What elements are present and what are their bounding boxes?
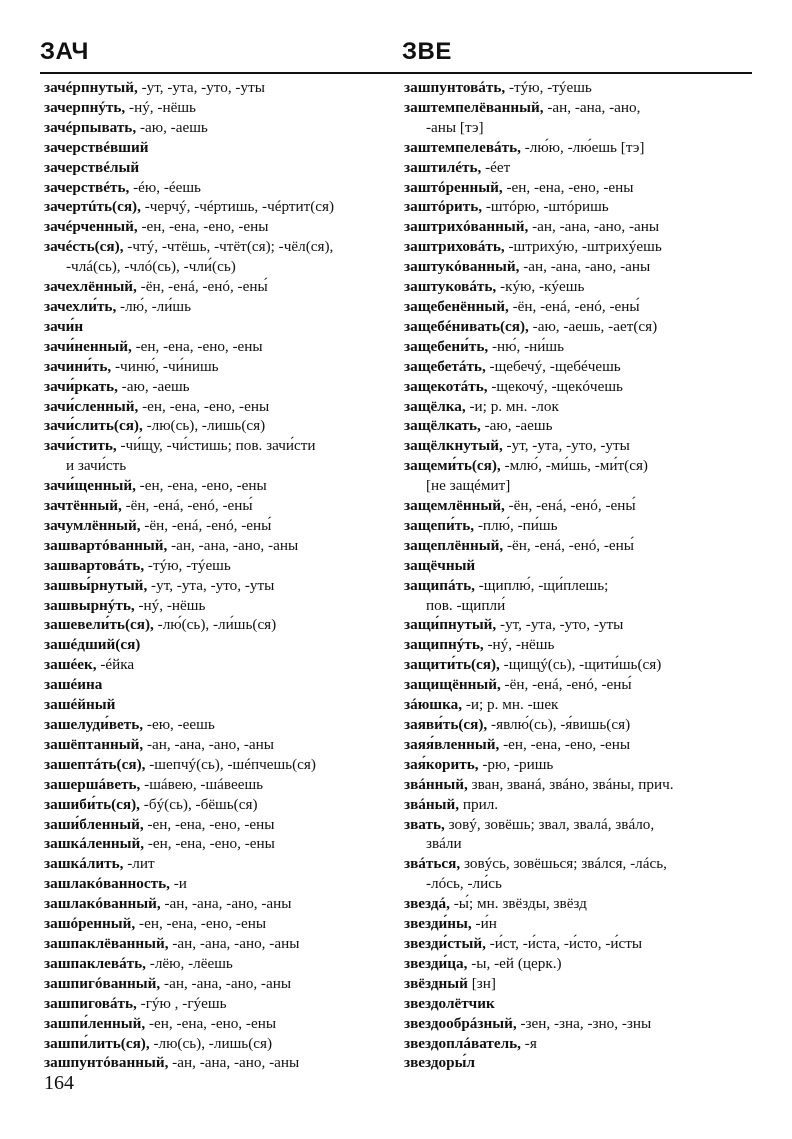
- inflection-forms: -черчý, -чéртишь, -чéртит(ся): [140, 198, 335, 216]
- headword: зашпаклевáть,: [44, 954, 146, 972]
- headword: зашкáлить,: [44, 855, 124, 873]
- headword: зашершáветь,: [44, 775, 141, 793]
- headword: заштóренный,: [404, 178, 503, 196]
- headword: защебéнивать(ся),: [404, 317, 529, 335]
- right-column: [404, 78, 754, 1073]
- dictionary-entry: [44, 576, 394, 596]
- dictionary-entry: [44, 1034, 394, 1054]
- dictionary-entry: [404, 178, 754, 198]
- dictionary-entry: [44, 178, 394, 198]
- headword: защебетáть,: [404, 357, 486, 375]
- headword: зашéйный: [44, 696, 116, 714]
- dictionary-entry: [404, 815, 754, 835]
- inflection-forms: -гýю , -гýешь: [136, 994, 227, 1012]
- inflection-forms: -аю, -аешь, -ает(ся): [528, 317, 658, 335]
- dictionary-entry: [404, 914, 754, 934]
- dictionary-entry: [404, 1034, 754, 1054]
- headword: зашпаклёванный,: [44, 934, 169, 952]
- inflection-forms: -ан, -ана, -ано, -аны: [168, 1054, 300, 1072]
- inflection-forms: -шáвею, -шáвеешь: [140, 775, 264, 793]
- inflection-forms: -ан, -ана, -ано,: [543, 98, 641, 116]
- headword: зашвартóванный,: [44, 536, 168, 554]
- dictionary-entry: [44, 994, 394, 1014]
- headword: защеми́ть(ся),: [404, 457, 501, 475]
- headword: защи́пнутый,: [404, 616, 497, 634]
- dictionary-entry: [44, 476, 394, 496]
- inflection-forms: -ен, -ена, -ено, -ены: [135, 915, 267, 933]
- inflection-forms: -штрихýю, -штрихýешь: [504, 238, 662, 256]
- dictionary-entry: [404, 854, 754, 874]
- dictionary-entry: [404, 416, 754, 436]
- headword: зачéрпнутый,: [44, 79, 138, 96]
- inflection-forms: -ан, -ана, -ано, -аны: [143, 735, 274, 753]
- dictionary-entry: [404, 357, 754, 377]
- headword: защёлка,: [404, 397, 466, 415]
- headword: зачтённый,: [44, 497, 122, 515]
- inflection-forms: -ан, -ана, -ано, -аны: [168, 934, 300, 952]
- inflection-forms: -нý, -нёшь: [125, 98, 196, 116]
- inflection-forms: [зн]: [467, 974, 496, 992]
- dictionary-entry: [44, 138, 394, 158]
- headword: зашептáть(ся),: [44, 755, 146, 773]
- headword: звездоплáватель,: [404, 1034, 521, 1052]
- dictionary-entry: [404, 1053, 754, 1073]
- dictionary-entry: [404, 158, 754, 178]
- dictionary-entry: [44, 297, 394, 317]
- dictionary-entry: [44, 317, 394, 337]
- inflection-forms: -ут, -ута, -уто, -уты: [137, 79, 265, 96]
- dictionary-entry: [44, 954, 394, 974]
- inflection-forms: -аны [тэ]: [426, 118, 484, 136]
- headword: зачéрченный,: [44, 218, 138, 236]
- dictionary-entry: [404, 237, 754, 257]
- headword: зашéдший(ся): [44, 636, 141, 654]
- headword: звездоры́л: [404, 1054, 475, 1072]
- dictionary-entry: [44, 635, 394, 655]
- dictionary-entry: [404, 775, 754, 795]
- inflection-forms: -и́н: [471, 915, 497, 933]
- inflection-forms: -ы, -ей (церк.): [467, 954, 562, 972]
- headword: защипнýть,: [404, 636, 484, 654]
- dictionary-entry: [404, 317, 754, 337]
- inflection-forms: -зен, -зна, -зно, -зны: [516, 1014, 652, 1032]
- inflection-forms: -щиплю́, -щи́плешь;: [474, 576, 609, 594]
- dictionary-entry: [44, 815, 394, 835]
- inflection-forms: прил.: [459, 795, 499, 813]
- dictionary-entry: [404, 297, 754, 317]
- inflection-forms: -чиню́, -чи́нишь: [111, 357, 219, 375]
- inflection-forms: -лóсь, -ли́сь: [426, 875, 502, 893]
- dictionary-entry: [404, 516, 754, 536]
- dictionary-entry: [44, 416, 394, 436]
- headword: заштуковáть,: [404, 278, 497, 296]
- headword: зачерствéвший: [44, 138, 149, 156]
- inflection-forms: -ан, -ана, -ано, -аны: [528, 218, 660, 236]
- inflection-forms: -ен, -ена, -ено, -ены: [131, 337, 263, 355]
- inflection-forms: -ен, -ена, -ено, -ены: [502, 178, 634, 196]
- inflection-forms: -и; р. мн. -шек: [462, 696, 559, 714]
- inflection-forms: -шепчý(сь), -шéпчешь(ся): [145, 755, 316, 773]
- headword: зачéрпывать,: [44, 118, 137, 136]
- inflection-forms: зван, званá, звáно, звáны, прич.: [467, 775, 674, 793]
- headword: зашвырнýть,: [44, 596, 135, 614]
- inflection-forms: -ан, -ана, -ано, -аны: [160, 974, 292, 992]
- entry-continuation: [44, 456, 394, 476]
- inflection-forms: -аю, -аешь: [480, 417, 553, 435]
- inflection-forms: -и: [169, 875, 187, 893]
- inflection-forms: -ут, -ута, -уто, -уты: [496, 616, 624, 634]
- dictionary-entry: [44, 536, 394, 556]
- dictionary-entry: [404, 994, 754, 1014]
- headword: защебенённый,: [404, 297, 509, 315]
- headword: заштемпелевáть,: [404, 138, 521, 156]
- dictionary-entry: [404, 655, 754, 675]
- headword: зашелуди́веть,: [44, 716, 144, 733]
- headword: зачехли́ть,: [44, 297, 117, 315]
- dictionary-entry: [404, 397, 754, 417]
- dictionary-entry: [44, 854, 394, 874]
- inflection-forms: [не защéмит]: [426, 477, 511, 495]
- inflection-forms: -ен, -ена, -ено, -ены: [138, 397, 270, 415]
- inflection-forms: -и; р. мн. -лок: [465, 397, 559, 415]
- inflection-forms: -ён, -енá, -енó, -ены́: [140, 516, 272, 534]
- inflection-forms: -лит: [123, 855, 155, 873]
- headword: зачерпнýть,: [44, 98, 126, 116]
- dictionary-entry: [404, 556, 754, 576]
- inflection-forms: -щебечý, -щебéчешь: [485, 357, 621, 375]
- dictionary-entry: [44, 974, 394, 994]
- entry-continuation: [404, 834, 754, 854]
- dictionary-entry: [44, 397, 394, 417]
- headword: зачи́щенный,: [44, 477, 136, 495]
- inflection-forms: звáли: [426, 835, 462, 853]
- inflection-forms: -явлю́(сь), -я́вишь(ся): [487, 716, 631, 733]
- inflection-forms: -щекочý, -щекóчешь: [487, 377, 623, 395]
- inflection-forms: -ён, -енá, -енó, -ены́: [504, 497, 636, 515]
- running-header: [40, 38, 752, 74]
- headword: зашпиговáть,: [44, 994, 137, 1012]
- headword: зашпунтовáть,: [404, 79, 506, 96]
- headword: звáться,: [404, 855, 461, 873]
- inflection-forms: -тýю, -тýешь: [144, 556, 231, 574]
- inflection-forms: -éю, -éешь: [129, 178, 201, 196]
- dictionary-entry: [404, 337, 754, 357]
- dictionary-entry: [404, 456, 754, 476]
- right-guide-word: ЗВЕ: [402, 38, 452, 65]
- dictionary-entry: [44, 357, 394, 377]
- inflection-forms: -нý, -нёшь: [134, 596, 206, 614]
- inflection-forms: -ею, -еешь: [143, 716, 215, 733]
- inflection-forms: -ён, -енá, -енó, -ены́: [500, 676, 632, 694]
- headword: зачумлённый,: [44, 516, 141, 534]
- headword: зашлакóванность,: [44, 875, 170, 893]
- dictionary-entry: [44, 715, 394, 735]
- dictionary-entry: [44, 98, 394, 118]
- dictionary-entry: [44, 217, 394, 237]
- dictionary-entry: [404, 974, 754, 994]
- inflection-forms: -лю́ю, -лю́ешь [тэ]: [520, 138, 645, 156]
- dictionary-entry: [44, 237, 394, 257]
- headword: зачерствéть,: [44, 178, 130, 196]
- headword: заши́бленный,: [44, 815, 144, 833]
- dictionary-entry: [404, 635, 754, 655]
- headword: звездá,: [404, 895, 450, 913]
- inflection-forms: -ен, -ена, -ено, -ены: [135, 477, 267, 495]
- inflection-forms: -чтý, -чтёшь, -чтёт(ся); -чёл(ся),: [123, 238, 334, 256]
- headword: защищённый,: [404, 676, 501, 694]
- inflection-forms: -аю, -аешь: [117, 377, 190, 395]
- inflection-forms: -ен, -ена, -ено, -ены: [499, 735, 631, 753]
- headword: защити́ть(ся),: [404, 656, 500, 674]
- headword: зашéек,: [44, 656, 97, 674]
- dictionary-entry: [404, 138, 754, 158]
- headword: заштрихóванный,: [404, 218, 529, 236]
- dictionary-entry: [404, 795, 754, 815]
- dictionary-entry: [44, 118, 394, 138]
- dictionary-entry: [404, 615, 754, 635]
- dictionary-entry: [44, 775, 394, 795]
- dictionary-entry: [44, 615, 394, 635]
- inflection-forms: -лю(сь), -лишь(ся): [142, 417, 266, 435]
- headword: зашлакóванный,: [44, 895, 161, 913]
- inflection-forms: -éйка: [96, 656, 135, 674]
- dictionary-entry: [44, 874, 394, 894]
- dictionary-entry: [404, 98, 754, 118]
- headword: заштриховáть,: [404, 238, 505, 256]
- inflection-forms: -аю, -аешь: [136, 118, 208, 136]
- headword: заштукóванный,: [404, 258, 520, 276]
- headword: зачехлённый,: [44, 278, 137, 296]
- inflection-forms: и зачи́сть: [66, 457, 127, 475]
- headword: зашéина: [44, 676, 103, 694]
- dictionary-entry: [404, 735, 754, 755]
- headword: зачи́слить(ся),: [44, 417, 143, 435]
- inflection-forms: пов. -щипли́: [426, 596, 506, 614]
- inflection-forms: -ан, -ана, -ано, -аны: [160, 895, 292, 913]
- inflection-forms: -щищý(сь), -щити́шь(ся): [499, 656, 662, 674]
- headword: звáнный,: [404, 775, 468, 793]
- inflection-forms: -ен, -ена, -ено, -ены: [144, 835, 275, 853]
- inflection-forms: -члá(сь), -члó(сь), -чли́(сь): [66, 258, 236, 276]
- dictionary-entry: [44, 377, 394, 397]
- dictionary-entry: [44, 675, 394, 695]
- dictionary-entry: [44, 755, 394, 775]
- dictionary-entry: [44, 277, 394, 297]
- dictionary-entry: [44, 516, 394, 536]
- headword: звать,: [404, 815, 445, 833]
- headword: звёздный: [404, 974, 468, 992]
- headword: звездолётчик: [404, 994, 495, 1012]
- headword: зачертúть(ся),: [44, 198, 141, 216]
- dictionary-entry: [44, 556, 394, 576]
- headword: защекотáть,: [404, 377, 488, 395]
- dictionary-entry: [44, 795, 394, 815]
- headword: зая́корить,: [404, 755, 479, 773]
- inflection-forms: -ён, -енá, -енó, -ены́: [136, 278, 268, 296]
- headword: зачи́сленный,: [44, 397, 139, 415]
- headword: защеплённый,: [404, 536, 504, 554]
- dictionary-entry: [404, 755, 754, 775]
- inflection-forms: -лю́(сь), -ли́шь(ся): [153, 616, 277, 634]
- inflection-forms: -ут, -ута, -уто, -уты: [502, 437, 630, 455]
- inflection-forms: зовý, зовёшь; звал, звалá, звáло,: [444, 815, 655, 833]
- dictionary-entry: [404, 436, 754, 456]
- headword: зачи́н: [44, 317, 84, 335]
- headword: защепи́ть,: [404, 516, 475, 534]
- inflection-forms: -ен, -ена, -ено, -ены: [143, 815, 275, 833]
- dictionary-entry: [404, 197, 754, 217]
- headword: зашвы́рнутый,: [44, 576, 148, 594]
- dictionary-entry: [44, 834, 394, 854]
- headword: заштóрить,: [404, 198, 483, 216]
- headword: заштилéть,: [404, 158, 482, 176]
- dictionary-entry: [404, 934, 754, 954]
- dictionary-entry: [404, 695, 754, 715]
- inflection-forms: -штóрю, -штóришь: [482, 198, 609, 216]
- headword: заяви́ть(ся),: [404, 716, 488, 733]
- headword: защебени́ть,: [404, 337, 489, 355]
- dictionary-entry: [404, 257, 754, 277]
- dictionary-entry: [44, 894, 394, 914]
- headword: зачéсть(ся),: [44, 238, 124, 256]
- dictionary-entry: [44, 436, 394, 456]
- dictionary-entry: [44, 197, 394, 217]
- dictionary-entry: [404, 277, 754, 297]
- headword: зачи́ркать,: [44, 377, 118, 395]
- headword: зашиби́ть(ся),: [44, 795, 140, 813]
- headword: зачи́ненный,: [44, 337, 132, 355]
- dictionary-entry: [404, 217, 754, 237]
- inflection-forms: -ню́, -ни́шь: [488, 337, 565, 355]
- entry-continuation: [404, 476, 754, 496]
- headword: звездообрáзный,: [404, 1014, 517, 1032]
- headword: зáюшка,: [404, 696, 463, 714]
- headword: звезди́ца,: [404, 954, 468, 972]
- entry-continuation: [44, 257, 394, 277]
- inflection-forms: -ан, -ана, -ано, -аны: [167, 536, 299, 554]
- headword: зашкáленный,: [44, 835, 145, 853]
- page-number: 164: [44, 1072, 74, 1094]
- headword: защёлкнутый,: [404, 437, 503, 455]
- headword: защипáть,: [404, 576, 475, 594]
- headword: защёлкать,: [404, 417, 481, 435]
- inflection-forms: -чи́щу, -чи́стишь; пов. зачи́сти: [116, 437, 316, 455]
- headword: зашóренный,: [44, 915, 136, 933]
- inflection-forms: -ён, -енá, -енó, -ены́: [508, 297, 640, 315]
- dictionary-entry: [44, 78, 394, 98]
- dictionary-entry: [44, 914, 394, 934]
- headword: защёчный: [404, 556, 476, 574]
- dictionary-entry: [404, 675, 754, 695]
- headword: заштемпелёванный,: [404, 98, 544, 116]
- inflection-forms: -я: [520, 1034, 537, 1052]
- inflection-forms: -ан, -ана, -ано, -аны: [519, 258, 651, 276]
- headword: зачи́стить,: [44, 437, 117, 455]
- inflection-forms: -лю(сь), -лишь(ся): [149, 1034, 273, 1052]
- headword: зашёптанный,: [44, 735, 144, 753]
- headword: зашвартовáть,: [44, 556, 145, 574]
- inflection-forms: -лю́, -ли́шь: [116, 297, 192, 315]
- dictionary-entry: [404, 715, 754, 735]
- left-guide-word: ЗАЧ: [40, 38, 89, 65]
- inflection-forms: -ен, -ена, -ено, -ены: [145, 1014, 277, 1032]
- inflection-forms: -бý(сь), -бёшь(ся): [139, 795, 258, 813]
- dictionary-entry: [44, 934, 394, 954]
- dictionary-entry: [44, 337, 394, 357]
- inflection-forms: -ён, -енá, -енó, -ены́: [121, 497, 253, 515]
- headword: зашпигóванный,: [44, 974, 161, 992]
- inflection-forms: -нý, -нёшь: [483, 636, 555, 654]
- inflection-forms: -éет: [481, 158, 511, 176]
- headword: зачини́ть,: [44, 357, 112, 375]
- dictionary-entry: [404, 954, 754, 974]
- dictionary-entry: [44, 695, 394, 715]
- inflection-forms: -плю́, -пи́шь: [474, 516, 558, 534]
- entry-continuation: [404, 596, 754, 616]
- headword: звáный,: [404, 795, 460, 813]
- headword: зашпи́ленный,: [44, 1014, 146, 1032]
- inflection-forms: -ен, -ена, -ено, -ены: [137, 218, 269, 236]
- dictionary-entry: [404, 78, 754, 98]
- inflection-forms: -и́ст, -и́ста, -и́сто, -и́сты: [485, 934, 643, 952]
- inflection-forms: -ы́; мн. звёзды, звёзд: [449, 895, 587, 913]
- headword: зашевели́ть(ся),: [44, 616, 154, 634]
- inflection-forms: -лёю, -лёешь: [145, 954, 233, 972]
- dictionary-entry: [44, 496, 394, 516]
- entry-continuation: [404, 118, 754, 138]
- dictionary-entry: [404, 1014, 754, 1034]
- dictionary-entry: [404, 894, 754, 914]
- inflection-forms: -кýю, -кýешь: [496, 278, 585, 296]
- dictionary-entry: [44, 655, 394, 675]
- entry-continuation: [404, 874, 754, 894]
- headword: зашпунтóванный,: [44, 1054, 169, 1072]
- headword: зачерствéлый: [44, 158, 140, 176]
- left-column: [44, 78, 394, 1073]
- dictionary-entry: [404, 496, 754, 516]
- inflection-forms: -тýю, -тýешь: [505, 79, 592, 96]
- inflection-forms: -ён, -енá, -енó, -ены́: [503, 536, 635, 554]
- dictionary-entry: [44, 596, 394, 616]
- dictionary-entry: [404, 536, 754, 556]
- headword: звезди́ны,: [404, 915, 472, 933]
- inflection-forms: зовýсь, зовёшься; звáлся, -лáсь,: [460, 855, 667, 873]
- dictionary-entry: [44, 1014, 394, 1034]
- headword: зашпи́лить(ся),: [44, 1034, 150, 1052]
- headword: заяя́вленный,: [404, 735, 500, 753]
- dictionary-entry: [44, 735, 394, 755]
- dictionary-entry: [44, 158, 394, 178]
- dictionary-entry: [404, 377, 754, 397]
- dictionary-entry: [44, 1053, 394, 1073]
- inflection-forms: -ут, -ута, -уто, -уты: [147, 576, 275, 594]
- inflection-forms: -млю́, -ми́шь, -ми́т(ся): [500, 457, 648, 475]
- headword: защемлённый,: [404, 497, 505, 515]
- inflection-forms: -рю, -ришь: [478, 755, 554, 773]
- dictionary-entry: [404, 576, 754, 596]
- headword: звезди́стый,: [404, 934, 486, 952]
